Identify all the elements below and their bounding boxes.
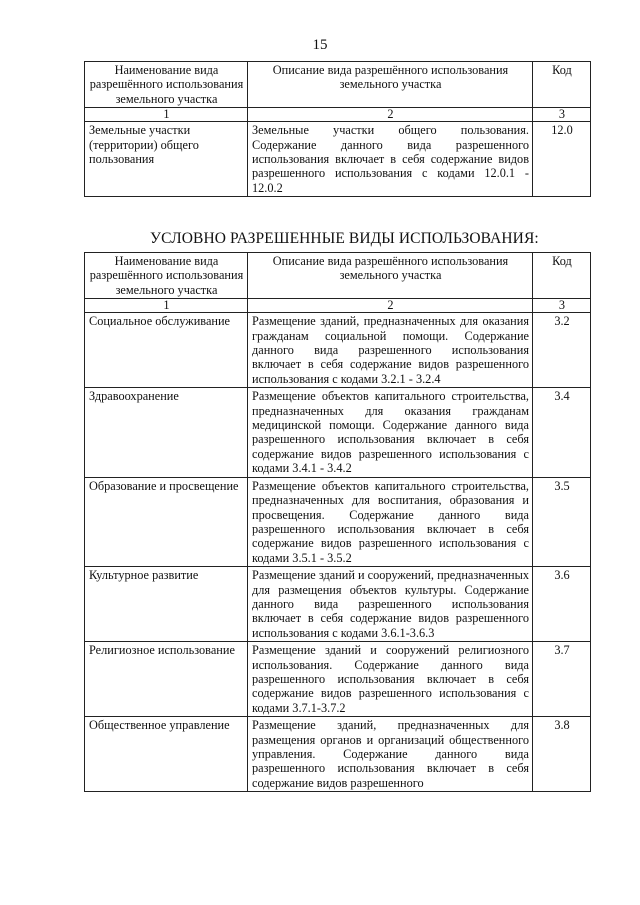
use-code: 3.2 — [533, 313, 591, 388]
table-row — [85, 717, 591, 792]
use-description: Земельные участки общего пользования. Содержание данного вида разрешенного использования включает в себя содержание видов разрешенного использования с кодами 12.0.1 - 12.0.2 — [248, 122, 533, 197]
column-number-row — [85, 299, 591, 313]
use-name: Здравоохранение — [85, 388, 248, 477]
header-row — [85, 62, 591, 108]
header-row — [85, 253, 591, 299]
use-description: Размещение зданий, предназначенных для размещения органов и организаций общественного управления. Содержание данного вида разрешенного использования включает в себя содержание видов разрешенного — [248, 717, 533, 792]
header-name: Наименование вида разрешённого использования земельного участка — [85, 62, 248, 108]
table-row — [85, 122, 591, 197]
table-row — [85, 388, 591, 477]
use-code: 3.4 — [533, 388, 591, 477]
table-row — [85, 313, 591, 388]
header-code: Код — [533, 253, 591, 299]
table-row — [85, 567, 591, 642]
use-description: Размещение зданий, предназначенных для оказания гражданам социальной помощи. Содержание данного вида разрешенного использования включает в себя содержание видов разрешенного использования с кодами 3.2.1 - 3.2.4 — [248, 313, 533, 388]
use-code: 3.5 — [533, 477, 591, 566]
column-number: 1 — [85, 299, 248, 313]
use-code: 3.8 — [533, 717, 591, 792]
column-number: 3 — [533, 299, 591, 313]
section-heading: УСЛОВНО РАЗРЕШЕННЫЕ ВИДЫ ИСПОЛЬЗОВАНИЯ: — [150, 230, 539, 247]
table-row — [85, 477, 591, 566]
header-description: Описание вида разрешённого использования земельного участка — [248, 253, 533, 299]
use-description: Размещение зданий и сооружений, предназначенных для размещения объектов культуры. Содержание данного вида разрешенного использования включает в себя содержание видов разрешенного использования с кодами 3.6.1-3.6.3 — [248, 567, 533, 642]
use-code: 3.6 — [533, 567, 591, 642]
use-name: Общественное управление — [85, 717, 248, 792]
permitted-use-table — [84, 61, 591, 197]
column-number: 1 — [85, 108, 248, 122]
column-number: 2 — [248, 299, 533, 313]
column-number-row — [85, 108, 591, 122]
header-name: Наименование вида разрешённого использования земельного участка — [85, 253, 248, 299]
page-number: 15 — [312, 37, 328, 53]
table-row — [85, 642, 591, 717]
header-description: Описание вида разрешённого использования земельного участка — [248, 62, 533, 108]
use-name: Земельные участки (территории) общего пользования — [85, 122, 248, 197]
header-code: Код — [533, 62, 591, 108]
use-code: 12.0 — [533, 122, 591, 197]
use-name: Культурное развитие — [85, 567, 248, 642]
use-name: Образование и просвещение — [85, 477, 248, 566]
use-description: Размещение объектов капитального строительства, предназначенных для воспитания, образования и просвещения. Содержание данного вида разрешенного использования включает в себя содержание видов разрешенного использования с кодами 3.5.1 - 3.5.2 — [248, 477, 533, 566]
column-number: 2 — [248, 108, 533, 122]
use-code: 3.7 — [533, 642, 591, 717]
use-name: Социальное обслуживание — [85, 313, 248, 388]
use-description: Размещение зданий и сооружений религиозного использования. Содержание данного вида разрешенного использования включает в себя содержание видов разрешенного использования с кодами 3.7.1-3.7.2 — [248, 642, 533, 717]
column-number: 3 — [533, 108, 591, 122]
use-name: Религиозное использование — [85, 642, 248, 717]
conditional-use-table — [84, 252, 591, 792]
use-description: Размещение объектов капитального строительства, предназначенных для оказания гражданам медицинской помощи. Содержание данного вида разрешенного использования включает в себя содержание видов разрешенного использования с кодами 3.4.1 - 3.4.2 — [248, 388, 533, 477]
